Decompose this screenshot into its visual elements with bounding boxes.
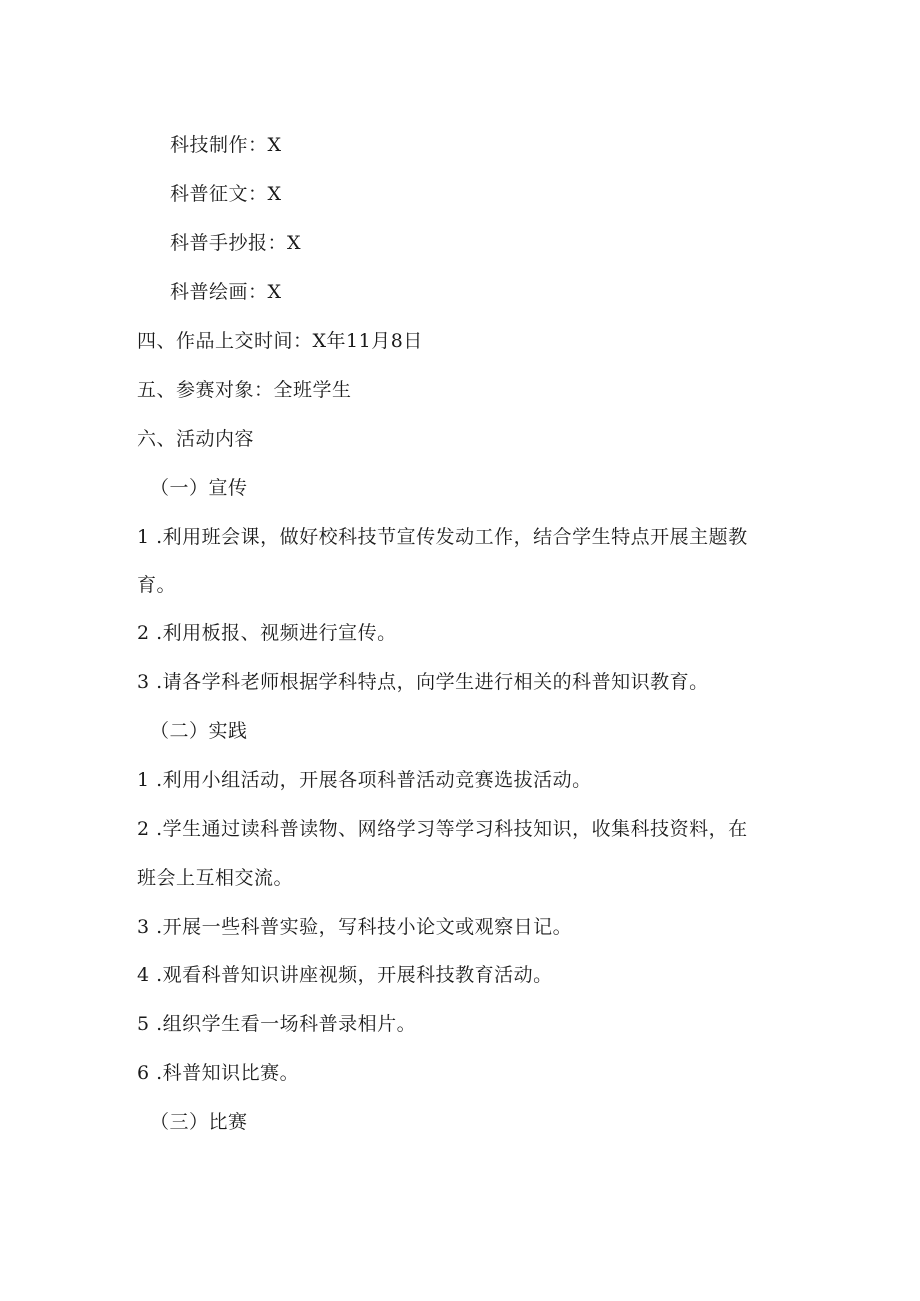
practice-item-5: 5 .组织学生看一场科普录相片。 bbox=[137, 1013, 417, 1035]
subsection-publicity-title: （一）宣传 bbox=[150, 477, 248, 499]
award-item-drawing: 科普绘画：X bbox=[170, 281, 282, 303]
publicity-item-1-cont: 育。 bbox=[137, 574, 177, 596]
award-item-handwritten-paper: 科普手抄报：X bbox=[170, 232, 302, 254]
practice-item-6: 6 .科普知识比赛。 bbox=[137, 1062, 300, 1084]
publicity-item-3: 3 .请各学科老师根据学科特点，向学生进行相关的科普知识教育。 bbox=[137, 671, 709, 693]
practice-item-4: 4 .观看科普知识讲座视频，开展科技教育活动。 bbox=[137, 964, 553, 986]
award-item-tech-making: 科技制作：X bbox=[170, 134, 282, 156]
practice-item-2-cont: 班会上互相交流。 bbox=[137, 867, 294, 889]
section-submission-time: 四、作品上交时间：X年11月8日 bbox=[137, 330, 423, 352]
subsection-competition-title: （三）比赛 bbox=[150, 1111, 248, 1133]
section-activity-content: 六、活动内容 bbox=[137, 428, 255, 450]
subsection-practice-title: （二）实践 bbox=[150, 720, 248, 742]
practice-item-1: 1 .利用小组活动，开展各项科普活动竞赛选拔活动。 bbox=[137, 769, 592, 791]
publicity-item-2: 2 .利用板报、视频进行宣传。 bbox=[137, 622, 397, 644]
award-item-essay: 科普征文：X bbox=[170, 183, 282, 205]
practice-item-3: 3 .开展一些科普实验，写科技小论文或观察日记。 bbox=[137, 916, 573, 938]
practice-item-2: 2 .学生通过读科普读物、网络学习等学习科技知识，收集科技资料，在 bbox=[137, 818, 748, 840]
section-participants: 五、参赛对象：全班学生 bbox=[137, 379, 352, 401]
publicity-item-1: 1 .利用班会课，做好校科技节宣传发动工作，结合学生特点开展主题教 bbox=[137, 526, 748, 548]
